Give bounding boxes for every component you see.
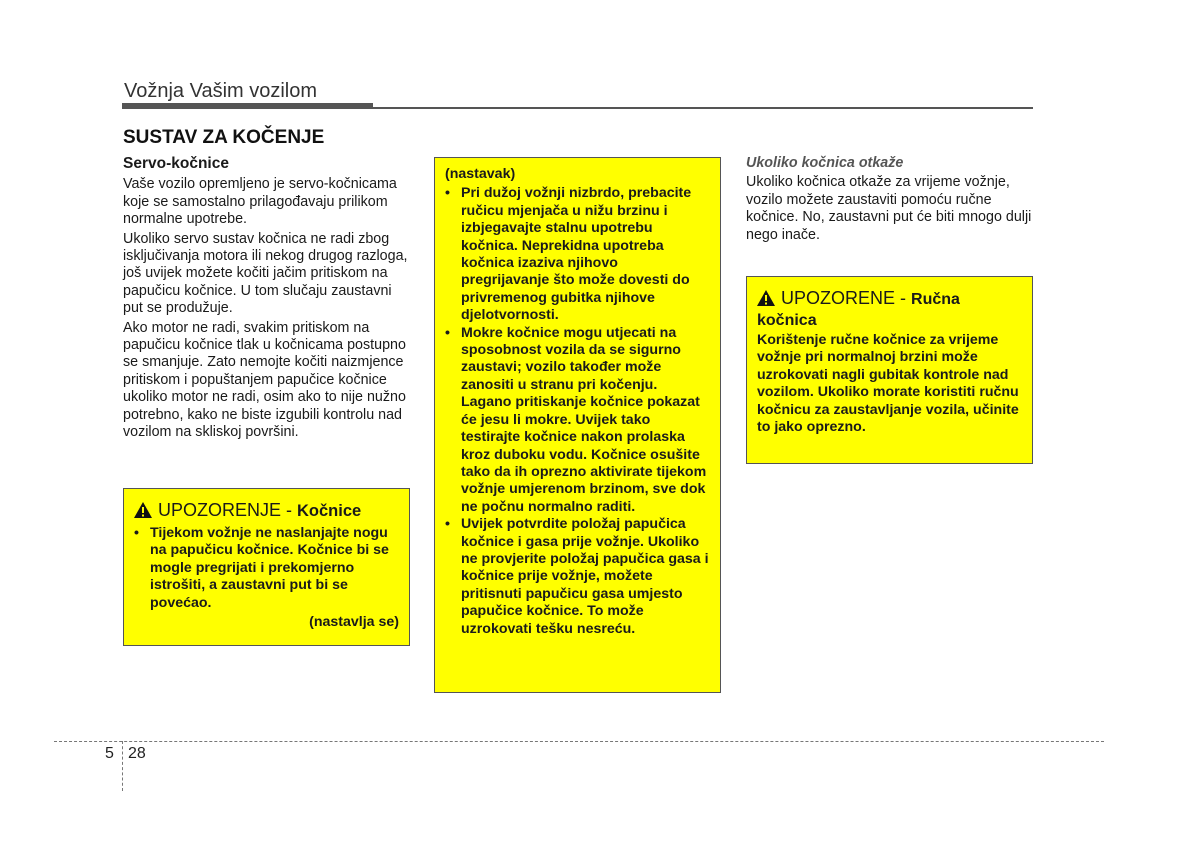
warning-bullet: • Mokre kočnice mogu utjecati na sposobnost vozila da se sigurno zaustavi; vozilo također može zanositi u stranu pri kočenju. Lagano pritiskanje kočnice pokazat će jesu li mokre. Uvijek tako testirajte kočnice nakon prolaska kroz duboku vodu. Kočnice osušite tako da ih oprezno aktivirate tijekom vožnje umjerenom brzinom, sve dok ne počnu normalno raditi. [445,325,710,516]
chapter-number: 5 [105,745,114,762]
warning-title-main: UPOZORENE - [781,288,912,308]
subheading-brake-failure: Ukoliko kočnica otkaže [746,155,904,171]
warning-title-main: UPOZORENJE - [158,500,298,520]
chapter-title: Vožnja Vašim vozilom [124,80,318,102]
footer-divider [54,741,1104,742]
paragraph: Ukoliko kočnica otkaže za vrijeme vožnje, vozilo možete zaustaviti pomoću ručne kočnice. No, zaustavni put će biti mnogo dulji nego inače. [746,174,1032,243]
right-column [746,155,1034,246]
warning-box-handbrake [746,276,1033,464]
header-rule [122,107,1033,109]
paragraph: Vaše vozilo opremljeno je servo-kočnicama koje se samostalno prilagođavaju prilikom normalne upotrebe. [123,176,397,228]
section-title: SUSTAV ZA KOČENJE [123,127,325,148]
warning-text: Korištenje ručne kočnice za vrijeme vožnje pri normalnoj brzini može uzrokovati nagli gubitak kontrole nad vozilom. Ukoliko morate koristiti ručnu kočnicu za zaustavljanje vozila, učinite to jako oprezno. [757,332,1019,436]
warning-box-brakes [123,488,410,646]
footer-vertical-divider [122,741,123,791]
paragraph: Ukoliko servo sustav kočnica ne radi zbog isključivanja motora ili nekog drugog razloga, još uvijek možete kočiti jačim pritiskom na papučicu kočnice. U tom slučaju zaustavni put se produžuje. [123,230,408,317]
warning-bullet: • Tijekom vožnje ne naslanjajte nogu na papučicu kočnice. Kočnice bi se mogle pregrijati i prekomjerno istrošiti, a zaustavni put bi se povećao. [134,525,399,612]
warning-triangle-icon [757,290,775,311]
left-column [123,155,413,444]
warning-title [757,289,1022,330]
subheading-servo: Servo-kočnice [123,155,229,172]
warning-bullet: • Uvijek potvrdite položaj papučica kočnice i gasa prije vožnje. Ukoliko ne provjerite položaj papučica gasa i kočnice prije vožnje, možete pritisnuti papučicu gasa umjesto papučice kočnice. To može uzrokovati tešku nesreću. [445,516,710,638]
warning-title [134,501,399,523]
warning-triangle-icon [134,502,152,523]
continued-label: (nastavak) [445,166,516,182]
warning-title-sub: Ručna kočnica [757,291,960,329]
warning-title-sub: Kočnice [297,502,362,520]
warning-bullet: • Pri dužoj vožnji nizbrdo, prebacite ručicu mjenjača u nižu brzinu i izbjegavajte stalnu upotrebu kočnica. Neprekidna upotreba kočnica izaziva njihovo pregrijavanje što može dovesti do privremenog gubitka njihove djelotvornosti. [445,185,710,324]
continues-label: (nastavlja se) [309,614,399,631]
page-number: 28 [128,745,146,762]
warning-list [134,525,399,612]
paragraph: Ako motor ne radi, svakim pritiskom na papučicu kočnice tlak u kočnicama postupno se smanjuje. Zato nemojte kočiti naizmjence pritiskom i popuštanjem papučice kočnice ukoliko motor ne radi, osim ako to nije nužno potrebno, kako ne biste izgubili kontrolu nad vozilom na skliskoj površini. [123,319,406,441]
warning-list [445,185,710,638]
warning-box-continued [434,157,721,693]
